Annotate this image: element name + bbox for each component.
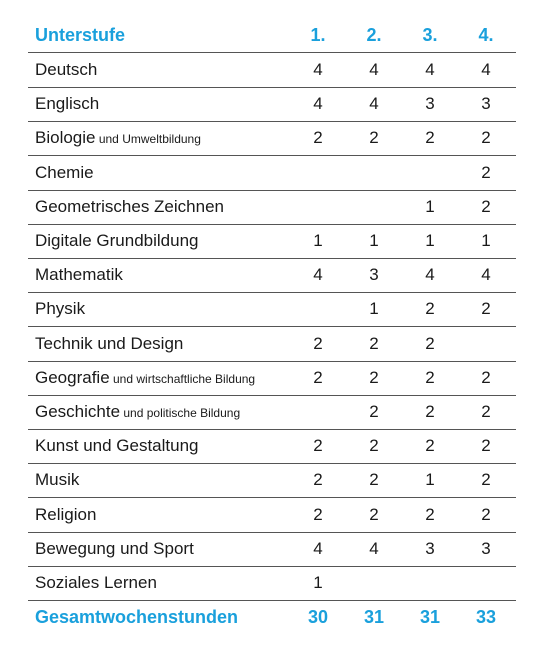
hours-cell: 2 <box>369 470 379 490</box>
header-year-4: 4. <box>478 24 494 45</box>
hours-cell: 3 <box>481 538 491 558</box>
hours-cell: 2 <box>481 299 491 319</box>
table-row <box>28 156 516 191</box>
hours-cell: 1 <box>313 231 323 250</box>
total-label: Gesamtwochenstunden <box>35 606 239 627</box>
hours-cell: 4 <box>369 94 379 114</box>
table-row <box>28 87 516 122</box>
subject-label <box>35 94 99 114</box>
table-row <box>28 258 516 293</box>
table-row <box>28 566 516 601</box>
subject-name: Bewegung und Sport <box>35 538 194 558</box>
table-row <box>28 361 516 396</box>
table-footer <box>28 600 516 634</box>
hours-cell: 3 <box>481 94 491 114</box>
subject-suffix: und politische Bildung <box>120 406 241 420</box>
hours-cell: 2 <box>425 367 435 387</box>
subject-label <box>35 163 94 183</box>
table-row <box>28 498 516 533</box>
subject-suffix: und wirtschaftliche Bildung <box>109 371 256 386</box>
hours-cell: 2 <box>369 402 379 421</box>
hours-cell: 2 <box>425 333 435 353</box>
hours-cell: 2 <box>481 128 491 148</box>
subject-label <box>35 573 157 593</box>
header-year-2: 2. <box>366 24 382 45</box>
table-header <box>28 18 516 53</box>
subject-name: Kunst und Gestaltung <box>35 436 199 456</box>
hours-cell: 2 <box>425 402 435 421</box>
subject-label <box>35 368 255 388</box>
hours-cell: 2 <box>481 504 491 524</box>
table-row <box>28 395 516 430</box>
hours-cell: 2 <box>481 367 491 387</box>
subject-name: Geografie <box>35 367 110 387</box>
hours-cell: 1 <box>369 231 379 250</box>
hours-cell: 1 <box>313 573 323 592</box>
table-row <box>28 463 516 498</box>
hours-cell: 2 <box>425 128 435 148</box>
subject-name: Physik <box>35 299 86 319</box>
hours-cell: 2 <box>369 436 379 456</box>
subject-label <box>35 402 240 422</box>
subject-label <box>35 505 96 525</box>
subject-label <box>35 436 199 456</box>
hours-cell: 2 <box>481 436 491 456</box>
hours-cell: 2 <box>369 333 379 353</box>
subject-label <box>35 334 183 354</box>
hours-cell: 2 <box>481 162 491 182</box>
hours-cell: 4 <box>313 60 323 79</box>
header-title: Unterstufe <box>35 24 126 45</box>
subject-label <box>35 231 199 251</box>
hours-cell: 2 <box>425 504 435 524</box>
hours-cell: 2 <box>481 196 491 216</box>
hours-cell: 4 <box>425 265 435 285</box>
hours-cell: 2 <box>313 470 323 490</box>
hours-cell: 3 <box>425 94 435 114</box>
header-year-1: 1. <box>310 24 326 45</box>
hours-cell: 2 <box>313 333 323 353</box>
subject-name: Technik und Design <box>35 333 184 353</box>
hours-cell: 2 <box>425 436 435 456</box>
hours-cell: 3 <box>369 265 379 285</box>
subject-name: Soziales Lernen <box>35 573 157 592</box>
total-year-1: 30 <box>307 606 329 627</box>
table-row <box>28 121 516 156</box>
subject-label <box>35 60 97 80</box>
subject-name: Chemie <box>35 162 94 182</box>
subject-label <box>35 128 201 148</box>
total-year-3: 31 <box>419 606 441 627</box>
subject-name: Digitale Grundbildung <box>35 231 199 250</box>
hours-cell: 4 <box>481 265 491 285</box>
subject-name: Deutsch <box>35 60 98 79</box>
hours-cell: 4 <box>313 265 323 285</box>
hours-cell: 4 <box>425 60 435 79</box>
hours-cell: 2 <box>425 299 435 319</box>
subject-label <box>35 539 194 559</box>
hours-cell: 1 <box>481 231 491 250</box>
hours-cell: 1 <box>369 299 379 319</box>
subject-label <box>35 197 224 217</box>
hours-cell: 2 <box>313 367 323 387</box>
subject-name: Geschichte <box>35 402 121 421</box>
subject-name: Religion <box>35 504 97 524</box>
subject-label <box>35 470 79 490</box>
header-year-3: 3. <box>422 24 438 45</box>
hours-cell: 1 <box>425 231 435 250</box>
hours-cell: 2 <box>481 470 491 490</box>
subject-name: Biologie <box>35 128 96 148</box>
hours-cell: 2 <box>369 367 379 387</box>
subject-suffix: und Umweltbildung <box>95 132 201 147</box>
table-row <box>28 429 516 464</box>
hours-cell: 4 <box>481 60 491 79</box>
table-row <box>28 224 516 259</box>
hours-cell: 2 <box>313 436 323 456</box>
subject-name: Englisch <box>35 94 100 114</box>
table-row <box>28 53 516 88</box>
hours-cell: 4 <box>369 60 379 79</box>
subject-label <box>35 265 123 285</box>
total-year-4: 33 <box>475 606 497 627</box>
subject-name: Musik <box>35 470 80 490</box>
hours-cell: 4 <box>313 94 323 114</box>
hours-cell: 2 <box>481 402 491 421</box>
total-year-2: 31 <box>363 606 385 627</box>
hours-cell: 3 <box>425 538 435 558</box>
hours-cell: 2 <box>369 128 379 148</box>
subject-label <box>35 299 85 319</box>
hours-cell: 1 <box>425 470 435 490</box>
table-row <box>28 190 516 225</box>
table-row <box>28 327 516 362</box>
hours-cell: 2 <box>313 128 323 148</box>
subject-name: Geometrisches Zeichnen <box>35 196 224 216</box>
hours-cell: 1 <box>425 196 435 216</box>
subject-name: Mathematik <box>35 265 123 285</box>
hours-cell: 4 <box>369 538 379 558</box>
hours-cell: 2 <box>369 504 379 524</box>
table-row <box>28 532 516 567</box>
table-row <box>28 292 516 327</box>
hours-cell: 2 <box>313 504 323 524</box>
hours-cell: 4 <box>313 538 323 558</box>
